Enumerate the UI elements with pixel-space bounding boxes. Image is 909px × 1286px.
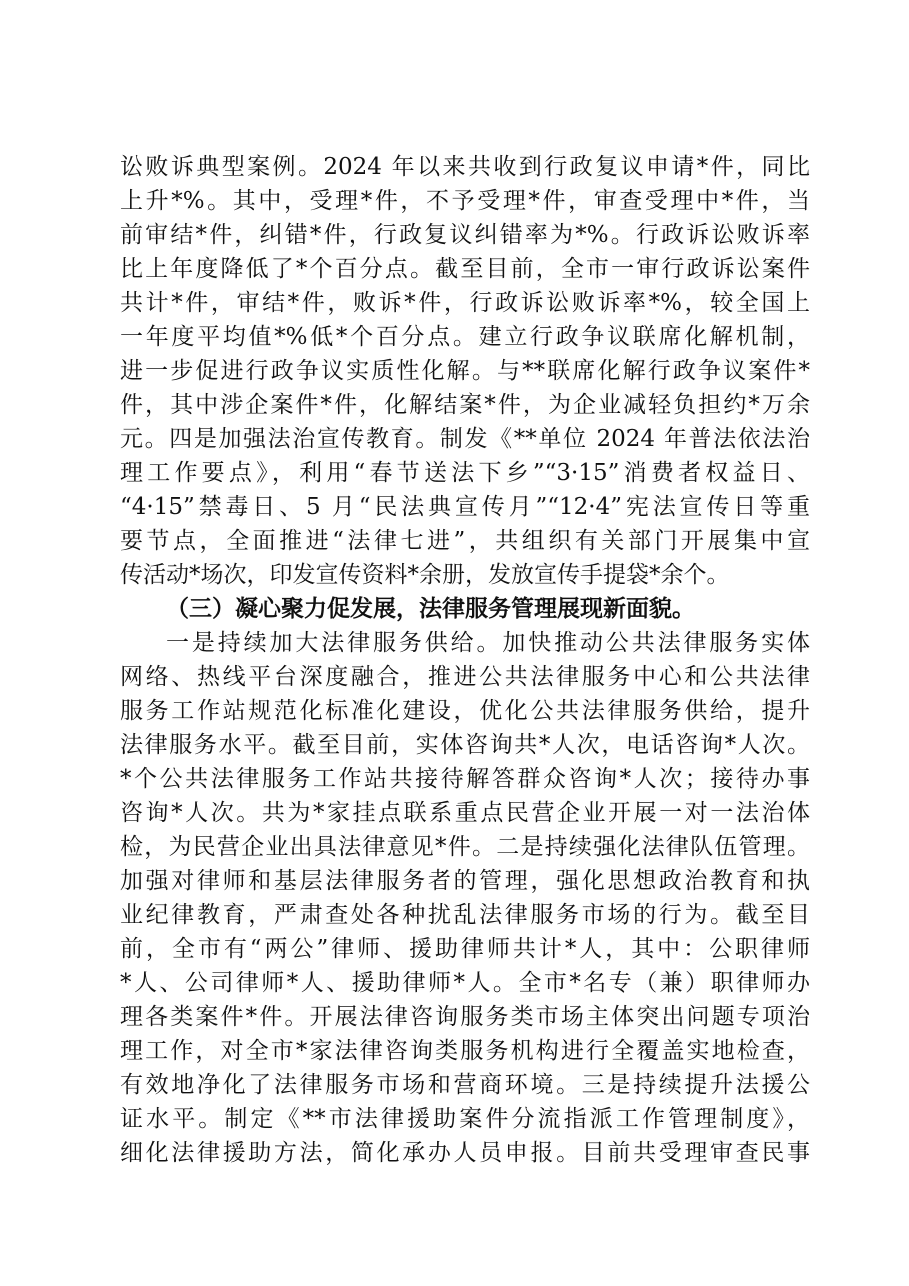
text-line: 传活动*场次，印发宣传资料*余册，发放宣传手提袋*余个。 [120, 562, 730, 588]
text-line: 共计*件，审结*件，败诉*件，行政诉讼败诉率*%，较全国上 [120, 290, 810, 316]
text-line: *个公共法律服务工作站共接待解答群众咨询*人次；接待办事 [120, 766, 810, 792]
text-line: 比上年度降低了*个百分点。截至目前，全市一审行政诉讼案件 [120, 256, 810, 282]
text-line: 前审结*件，纠错*件，行政复议纠错率为*%。行政诉讼败诉率 [120, 222, 810, 248]
text-line: 有效地净化了法律服务市场和营商环境。三是持续提升法援公 [120, 1072, 810, 1098]
text-line: 法律服务水平。截至目前，实体咨询共*人次，电话咨询*人次。 [120, 732, 810, 758]
text-line: *人、公司律师*人、援助律师*人。全市*名专（兼）职律师办 [120, 970, 810, 996]
text-line: 元。四是加强法治宣传教育。制发《**单位 2024 年普法依法治 [120, 426, 810, 452]
text-line: 理工作，对全市*家法律咨询类服务机构进行全覆盖实地检查， [120, 1038, 810, 1064]
text-line: 咨询*人次。共为*家挂点联系重点民营企业开展一对一法治体 [120, 800, 810, 826]
text-line: 一年度平均值*%低*个百分点。建立行政争议联席化解机制， [120, 324, 810, 350]
text-line: 检，为民营企业出具法律意见*件。二是持续强化法律队伍管理。 [120, 834, 810, 860]
text-line: 上升*%。其中，受理*件，不予受理*件，审查受理中*件，当 [120, 188, 810, 214]
text-line: 理各类案件*件。开展法律咨询服务类市场主体突出问题专项治 [120, 1004, 810, 1030]
text-line: 业纪律教育，严肃查处各种扰乱法律服务市场的行为。截至目 [120, 902, 810, 928]
text-line: 进一步促进行政争议实质性化解。与**联席化解行政争议案件* [120, 358, 810, 384]
text-line: 加强对律师和基层法律服务者的管理，强化思想政治教育和执 [120, 868, 810, 894]
text-line: 证水平。制定《**市法律援助案件分流指派工作管理制度》， [120, 1106, 810, 1132]
text-line: “4·15”禁毒日、5 月“民法典宣传月”“12·4”宪法宣传日等重 [120, 494, 810, 520]
text-line: 网络、热线平台深度融合，推进公共法律服务中心和公共法律 [120, 664, 810, 690]
section-heading: （三）凝心聚力促发展，法律服务管理展现新面貌。 [166, 595, 695, 622]
text-line: 讼败诉典型案例。2024 年以来共收到行政复议申请*件，同比 [120, 154, 810, 180]
paragraph-first-line: 一是持续加大法律服务供给。加快推动公共法律服务实体 [166, 630, 810, 656]
text-line: 细化法律援助方法，简化承办人员申报。目前共受理审查民事 [120, 1140, 810, 1166]
text-line: 前，全市有“两公”律师、援助律师共计*人，其中：公职律师 [120, 936, 810, 962]
text-line: 要节点，全面推进“法律七进”，共组织有关部门开展集中宣 [120, 528, 810, 554]
text-line: 理工作要点》，利用“春节送法下乡”“3·15”消费者权益日、 [120, 460, 810, 486]
text-line: 服务工作站规范化标准化建设，优化公共法律服务供给，提升 [120, 698, 810, 724]
text-line: 件，其中涉企案件*件，化解结案*件，为企业减轻负担约*万余 [120, 392, 810, 418]
body-text [120, 150, 810, 1170]
